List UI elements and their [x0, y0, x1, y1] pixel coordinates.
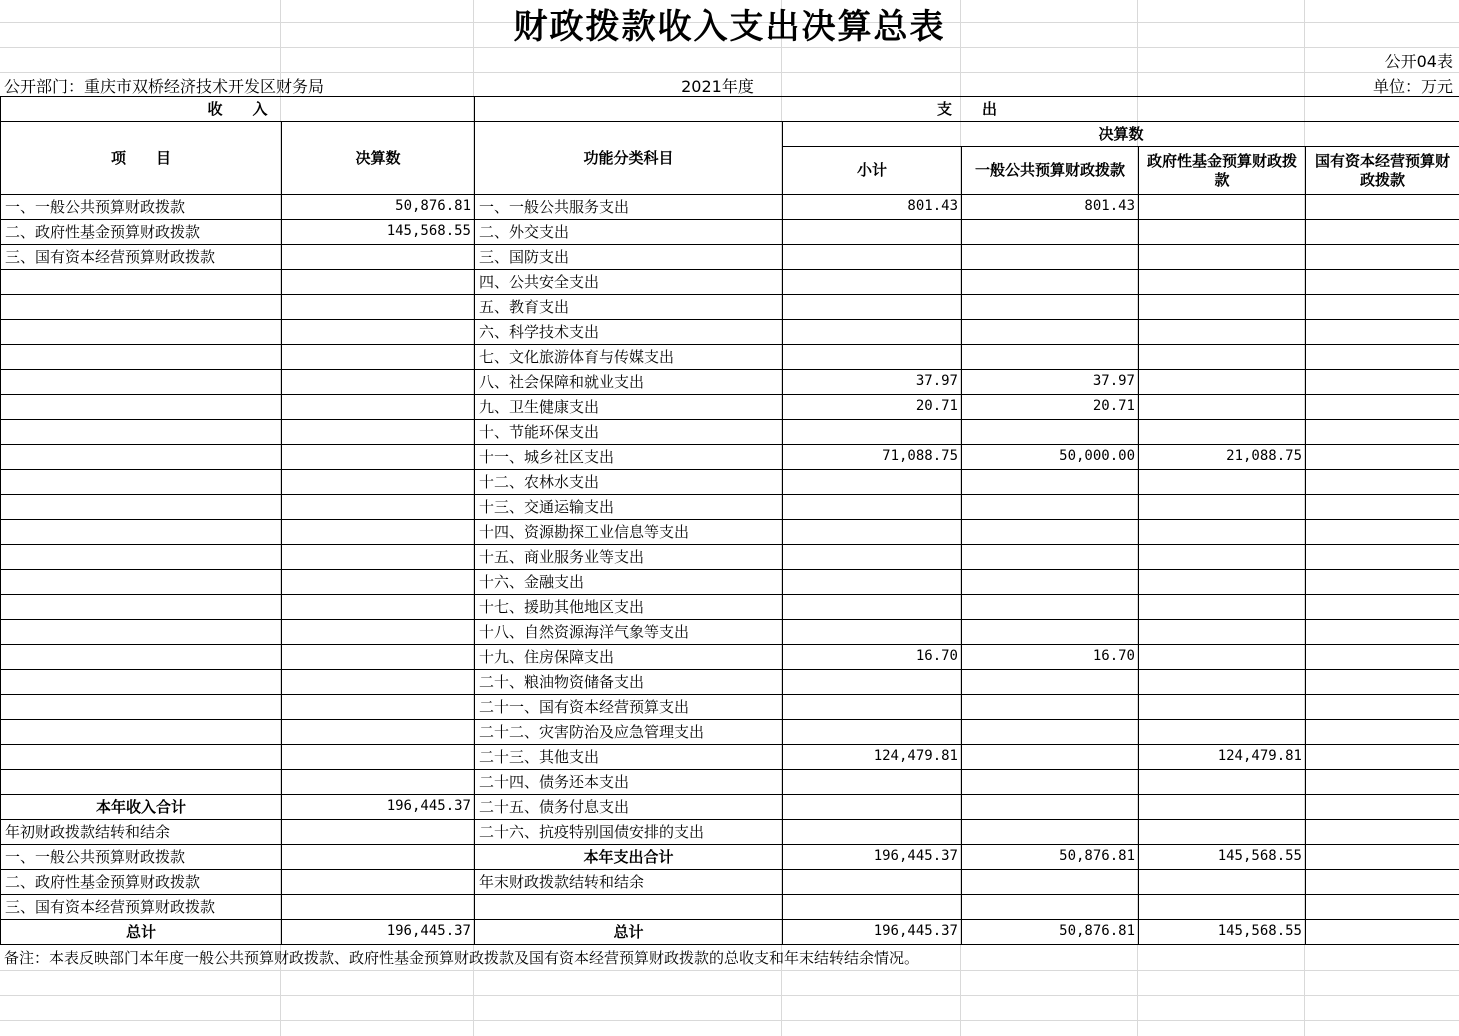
income-item-cell	[1, 470, 282, 495]
general-budget-cell	[962, 420, 1139, 445]
income-amount-cell: 196,445.37	[282, 795, 475, 820]
income-item-cell	[1, 370, 282, 395]
fund-budget-cell	[1139, 895, 1306, 920]
income-item-cell: 三、国有资本经营预算财政拨款	[1, 245, 282, 270]
department-label: 公开部门：重庆市双桥经济技术开发区财务局	[4, 76, 325, 96]
soe-budget-cell	[1306, 245, 1459, 270]
income-item-cell: 一、一般公共预算财政拨款	[1, 195, 282, 220]
expense-item-cell: 十九、住房保障支出	[475, 645, 783, 670]
general-budget-cell	[962, 545, 1139, 570]
fund-budget-cell	[1139, 520, 1306, 545]
general-budget-cell	[962, 595, 1139, 620]
gridline	[0, 970, 1459, 971]
income-item-cell: 二、政府性基金预算财政拨款	[1, 870, 282, 895]
footnote: 备注：本表反映部门本年度一般公共预算财政拨款、政府性基金预算财政拨款及国有资本经营预算财政拨款的总收支和年末结转结余情况。	[4, 949, 920, 967]
soe-budget-cell	[1306, 495, 1459, 520]
income-item-cell	[1, 295, 282, 320]
fund-budget-header: 政府性基金预算财政拨款	[1139, 147, 1306, 195]
general-budget-cell	[962, 220, 1139, 245]
general-budget-cell	[962, 695, 1139, 720]
soe-budget-cell	[1306, 470, 1459, 495]
budget-table	[0, 96, 1459, 945]
fund-budget-cell	[1139, 770, 1306, 795]
general-budget-cell: 50,876.81	[962, 920, 1139, 945]
expense-item-cell: 七、文化旅游体育与传媒支出	[475, 345, 783, 370]
income-item-cell	[1, 720, 282, 745]
table-title: 财政拨款收入支出决算总表	[513, 7, 946, 47]
income-amount-cell	[282, 470, 475, 495]
function-header: 功能分类科目	[475, 122, 783, 195]
income-item-cell: 一、一般公共预算财政拨款	[1, 845, 282, 870]
expense-item-cell: 二十六、抗疫特别国债安排的支出	[475, 820, 783, 845]
income-amount-cell	[282, 620, 475, 645]
subtotal-cell	[783, 695, 962, 720]
soe-budget-cell	[1306, 395, 1459, 420]
fund-budget-cell	[1139, 195, 1306, 220]
fund-budget-cell	[1139, 670, 1306, 695]
subtotal-cell	[783, 270, 962, 295]
income-item-cell: 年初财政拨款结转和结余	[1, 820, 282, 845]
soe-budget-cell	[1306, 320, 1459, 345]
expense-item-cell: 五、教育支出	[475, 295, 783, 320]
general-budget-header: 一般公共预算财政拨款	[962, 147, 1139, 195]
income-amount-cell: 145,568.55	[282, 220, 475, 245]
income-amount-cell	[282, 645, 475, 670]
soe-budget-cell	[1306, 795, 1459, 820]
amount-group-header: 决算数	[783, 122, 1459, 147]
soe-budget-cell	[1306, 195, 1459, 220]
subtotal-cell	[783, 545, 962, 570]
subtotal-cell: 20.71	[783, 395, 962, 420]
fund-budget-cell: 124,479.81	[1139, 745, 1306, 770]
fund-budget-cell	[1139, 370, 1306, 395]
subtotal-cell	[783, 295, 962, 320]
fund-budget-cell	[1139, 470, 1306, 495]
expense-item-cell: 十一、城乡社区支出	[475, 445, 783, 470]
income-item-cell	[1, 320, 282, 345]
subtotal-cell	[783, 895, 962, 920]
expense-item-cell: 二十三、其他支出	[475, 745, 783, 770]
expense-item-cell: 九、卫生健康支出	[475, 395, 783, 420]
expense-item-cell: 一、一般公共服务支出	[475, 195, 783, 220]
subtotal-cell	[783, 720, 962, 745]
subtotal-cell	[783, 795, 962, 820]
general-budget-cell	[962, 245, 1139, 270]
expense-item-cell: 本年支出合计	[475, 845, 783, 870]
income-item-cell: 三、国有资本经营预算财政拨款	[1, 895, 282, 920]
expense-item-cell	[475, 895, 783, 920]
general-budget-cell	[962, 670, 1139, 695]
general-budget-cell	[962, 770, 1139, 795]
general-budget-cell: 16.70	[962, 645, 1139, 670]
income-header: 收 入	[1, 97, 475, 122]
subtotal-cell	[783, 345, 962, 370]
expense-item-cell: 年末财政拨款结转和结余	[475, 870, 783, 895]
unit-label: 单位：万元	[1372, 76, 1453, 96]
general-budget-cell	[962, 795, 1139, 820]
income-item-cell	[1, 570, 282, 595]
income-item-cell	[1, 595, 282, 620]
income-item-cell	[1, 670, 282, 695]
expense-item-cell: 总计	[475, 920, 783, 945]
income-amount-cell	[282, 520, 475, 545]
expense-item-cell: 二、外交支出	[475, 220, 783, 245]
subtotal-header: 小计	[783, 147, 962, 195]
general-budget-cell	[962, 720, 1139, 745]
subtotal-cell: 124,479.81	[783, 745, 962, 770]
subtotal-cell	[783, 670, 962, 695]
fund-budget-cell	[1139, 245, 1306, 270]
subtotal-cell	[783, 870, 962, 895]
subtotal-cell	[783, 770, 962, 795]
income-amount-cell	[282, 595, 475, 620]
income-amount-cell	[282, 720, 475, 745]
expense-item-cell: 十八、自然资源海洋气象等支出	[475, 620, 783, 645]
income-amount-cell	[282, 370, 475, 395]
expense-header: 支 出	[475, 97, 1459, 122]
income-item-cell	[1, 695, 282, 720]
soe-budget-cell	[1306, 420, 1459, 445]
soe-budget-cell	[1306, 845, 1459, 870]
expense-item-cell: 二十四、债务还本支出	[475, 770, 783, 795]
fund-budget-cell	[1139, 295, 1306, 320]
income-item-cell: 总计	[1, 920, 282, 945]
soe-budget-cell	[1306, 695, 1459, 720]
general-budget-cell	[962, 745, 1139, 770]
general-budget-cell	[962, 520, 1139, 545]
soe-budget-cell	[1306, 745, 1459, 770]
soe-budget-cell	[1306, 770, 1459, 795]
general-budget-cell: 801.43	[962, 195, 1139, 220]
income-amount-cell	[282, 820, 475, 845]
fund-budget-cell	[1139, 870, 1306, 895]
fund-budget-cell: 145,568.55	[1139, 845, 1306, 870]
income-amount-cell	[282, 495, 475, 520]
general-budget-cell	[962, 895, 1139, 920]
fund-budget-cell	[1139, 495, 1306, 520]
income-amount-cell	[282, 445, 475, 470]
general-budget-cell: 50,876.81	[962, 845, 1139, 870]
expense-item-cell: 十三、交通运输支出	[475, 495, 783, 520]
income-amount-cell	[282, 545, 475, 570]
general-budget-cell	[962, 270, 1139, 295]
expense-item-cell: 二十、粮油物资储备支出	[475, 670, 783, 695]
income-item-cell	[1, 445, 282, 470]
income-amount-cell	[282, 895, 475, 920]
fund-budget-cell	[1139, 395, 1306, 420]
expense-item-cell: 四、公共安全支出	[475, 270, 783, 295]
soe-budget-cell	[1306, 370, 1459, 395]
income-amount-cell	[282, 770, 475, 795]
expense-item-cell: 十二、农林水支出	[475, 470, 783, 495]
income-item-cell: 二、政府性基金预算财政拨款	[1, 220, 282, 245]
subtotal-cell: 196,445.37	[783, 920, 962, 945]
fund-budget-cell	[1139, 645, 1306, 670]
fund-budget-cell	[1139, 420, 1306, 445]
fund-budget-cell: 21,088.75	[1139, 445, 1306, 470]
general-budget-cell	[962, 345, 1139, 370]
fund-budget-cell	[1139, 570, 1306, 595]
income-amount-cell	[282, 695, 475, 720]
subtotal-cell	[783, 595, 962, 620]
general-budget-cell: 20.71	[962, 395, 1139, 420]
subtotal-cell: 37.97	[783, 370, 962, 395]
expense-item-cell: 十七、援助其他地区支出	[475, 595, 783, 620]
income-item-cell	[1, 770, 282, 795]
soe-budget-cell	[1306, 620, 1459, 645]
subtotal-cell	[783, 620, 962, 645]
general-budget-cell	[962, 320, 1139, 345]
general-budget-cell: 50,000.00	[962, 445, 1139, 470]
expense-item-cell: 十六、金融支出	[475, 570, 783, 595]
subtotal-cell	[783, 245, 962, 270]
income-amount-cell	[282, 745, 475, 770]
fund-budget-cell: 145,568.55	[1139, 920, 1306, 945]
income-item-cell	[1, 345, 282, 370]
soe-budget-cell	[1306, 645, 1459, 670]
general-budget-cell	[962, 295, 1139, 320]
item-header: 项 目	[1, 122, 282, 195]
soe-budget-cell	[1306, 220, 1459, 245]
subtotal-cell	[783, 320, 962, 345]
soe-budget-cell	[1306, 595, 1459, 620]
soe-budget-cell	[1306, 820, 1459, 845]
form-code: 公开04表	[1384, 51, 1453, 71]
income-amount-cell	[282, 245, 475, 270]
general-budget-cell	[962, 870, 1139, 895]
income-amount-cell	[282, 345, 475, 370]
soe-budget-cell	[1306, 720, 1459, 745]
subtotal-cell	[783, 220, 962, 245]
subtotal-cell: 16.70	[783, 645, 962, 670]
soe-budget-cell	[1306, 445, 1459, 470]
soe-budget-cell	[1306, 520, 1459, 545]
income-item-cell	[1, 420, 282, 445]
general-budget-cell	[962, 820, 1139, 845]
income-item-cell: 本年收入合计	[1, 795, 282, 820]
income-amount-cell: 196,445.37	[282, 920, 475, 945]
expense-item-cell: 八、社会保障和就业支出	[475, 370, 783, 395]
expense-item-cell: 十五、商业服务业等支出	[475, 545, 783, 570]
expense-item-cell: 二十一、国有资本经营预算支出	[475, 695, 783, 720]
income-amount-cell	[282, 570, 475, 595]
income-item-cell	[1, 520, 282, 545]
subtotal-cell	[783, 495, 962, 520]
expense-item-cell: 二十五、债务付息支出	[475, 795, 783, 820]
soe-budget-cell	[1306, 870, 1459, 895]
income-item-cell	[1, 270, 282, 295]
soe-budget-cell	[1306, 295, 1459, 320]
expense-item-cell: 二十二、灾害防治及应急管理支出	[475, 720, 783, 745]
expense-item-cell: 六、科学技术支出	[475, 320, 783, 345]
subtotal-cell: 71,088.75	[783, 445, 962, 470]
subtotal-cell: 196,445.37	[783, 845, 962, 870]
income-amount-cell	[282, 320, 475, 345]
subtotal-cell	[783, 520, 962, 545]
income-item-cell	[1, 745, 282, 770]
general-budget-cell	[962, 470, 1139, 495]
subtotal-cell	[783, 820, 962, 845]
income-item-cell	[1, 495, 282, 520]
fund-budget-cell	[1139, 595, 1306, 620]
income-amount-cell	[282, 670, 475, 695]
income-item-cell	[1, 395, 282, 420]
soe-budget-header: 国有资本经营预算财政拨款	[1306, 147, 1459, 195]
fiscal-year: 2021年度	[681, 76, 754, 96]
income-amount-cell	[282, 845, 475, 870]
income-amount-cell	[282, 270, 475, 295]
income-amount-cell	[282, 870, 475, 895]
income-amount-cell: 50,876.81	[282, 195, 475, 220]
fund-budget-cell	[1139, 620, 1306, 645]
subtotal-cell	[783, 470, 962, 495]
general-budget-cell	[962, 495, 1139, 520]
income-amount-cell	[282, 420, 475, 445]
expense-item-cell: 十、节能环保支出	[475, 420, 783, 445]
expense-item-cell: 三、国防支出	[475, 245, 783, 270]
subtotal-cell	[783, 420, 962, 445]
fund-budget-cell	[1139, 820, 1306, 845]
fund-budget-cell	[1139, 545, 1306, 570]
subtotal-cell	[783, 570, 962, 595]
income-item-cell	[1, 545, 282, 570]
soe-budget-cell	[1306, 545, 1459, 570]
fund-budget-cell	[1139, 270, 1306, 295]
gridline	[0, 995, 1459, 996]
fund-budget-cell	[1139, 795, 1306, 820]
soe-budget-cell	[1306, 895, 1459, 920]
general-budget-cell	[962, 620, 1139, 645]
income-item-cell	[1, 645, 282, 670]
income-amount-cell	[282, 295, 475, 320]
subtotal-cell: 801.43	[783, 195, 962, 220]
fund-budget-cell	[1139, 220, 1306, 245]
soe-budget-cell	[1306, 345, 1459, 370]
soe-budget-cell	[1306, 270, 1459, 295]
fund-budget-cell	[1139, 320, 1306, 345]
amount-header: 决算数	[282, 122, 475, 195]
income-item-cell	[1, 620, 282, 645]
soe-budget-cell	[1306, 570, 1459, 595]
gridline	[0, 1020, 1459, 1021]
soe-budget-cell	[1306, 670, 1459, 695]
income-amount-cell	[282, 395, 475, 420]
soe-budget-cell	[1306, 920, 1459, 945]
fund-budget-cell	[1139, 720, 1306, 745]
general-budget-cell: 37.97	[962, 370, 1139, 395]
general-budget-cell	[962, 570, 1139, 595]
fund-budget-cell	[1139, 345, 1306, 370]
expense-item-cell: 十四、资源勘探工业信息等支出	[475, 520, 783, 545]
fund-budget-cell	[1139, 695, 1306, 720]
